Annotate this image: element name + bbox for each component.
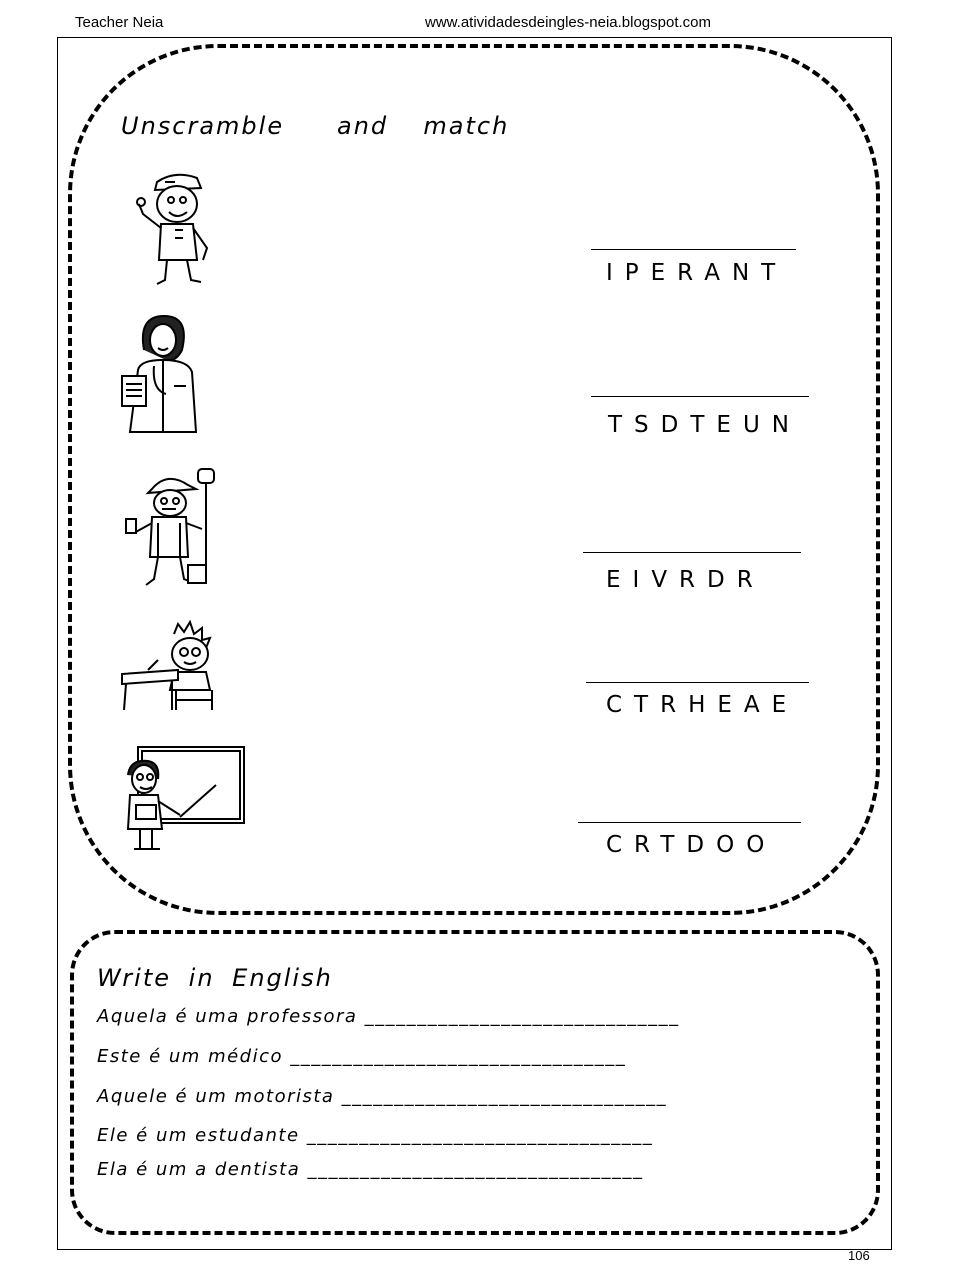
doctor-picture: [116, 310, 211, 435]
header-author: Teacher Neia: [75, 14, 164, 31]
sentence-3[interactable]: Aquele é um motorista _______________________________: [97, 1086, 668, 1107]
answer-line-2[interactable]: [591, 396, 809, 397]
painter-picture: [122, 467, 222, 592]
scrambled-word-5: CRTDOO: [606, 832, 777, 858]
answer-line-3[interactable]: [583, 552, 801, 553]
scrambled-word-2: TSDTEUN: [608, 412, 801, 438]
scrambled-word-1: IPERANT: [606, 260, 788, 286]
sentence-1[interactable]: Aquela é uma professora ______________________________: [97, 1006, 680, 1027]
pilot-picture: [135, 168, 225, 288]
page-number: 106: [848, 1248, 870, 1263]
answer-line-4[interactable]: [586, 682, 809, 683]
answer-line-5[interactable]: [578, 822, 801, 823]
teacher-picture: [118, 745, 248, 855]
sentence-2[interactable]: Este é um médico ________________________________: [97, 1046, 627, 1067]
write-title: Write in English: [97, 964, 333, 992]
sentence-5[interactable]: Ela é um a dentista ________________________________: [97, 1159, 644, 1180]
sentence-4[interactable]: Ele é um estudante _________________________________: [97, 1125, 654, 1146]
header-url: www.atividadesdeingles-neia.blogspot.com: [425, 14, 711, 31]
student-picture: [118, 620, 228, 715]
scrambled-word-4: CTRHEAE: [606, 692, 799, 718]
answer-line-1[interactable]: [591, 249, 796, 250]
unscramble-title: Unscramble and match: [121, 112, 510, 140]
scrambled-word-3: EIVRDR: [606, 567, 765, 593]
